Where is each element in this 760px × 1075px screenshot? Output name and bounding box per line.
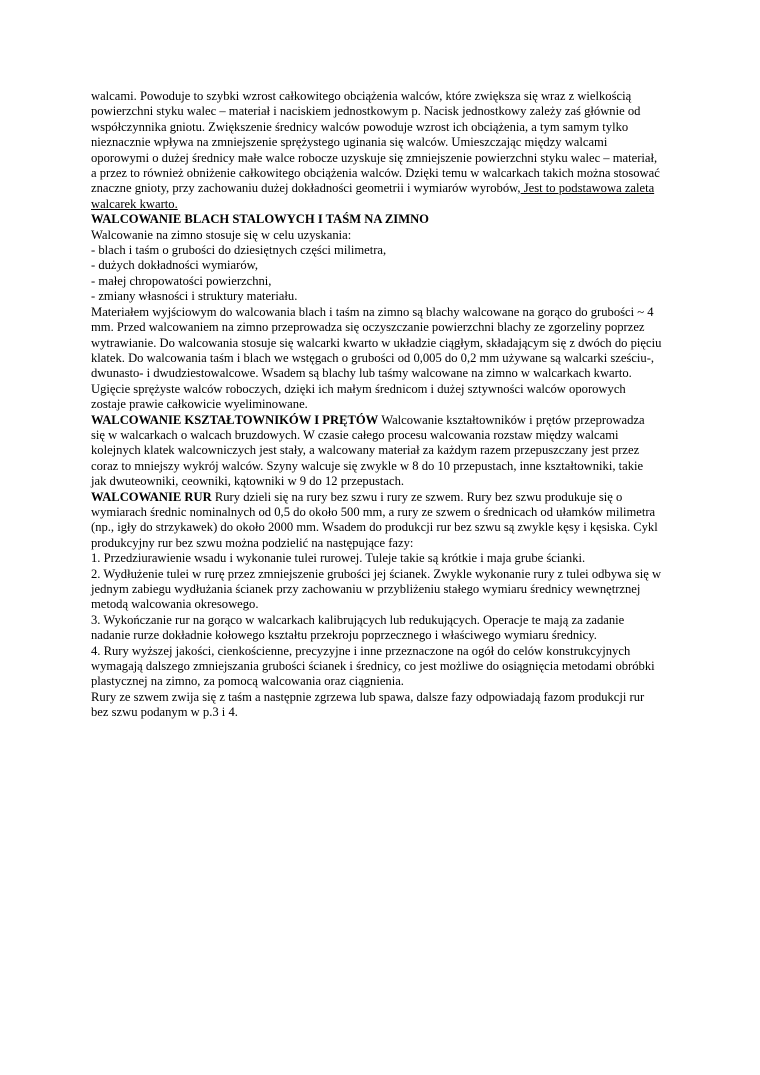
- list-item: - blach i taśm o grubości do dziesiętnych części milimetra,: [91, 243, 387, 258]
- section-heading-sheets: WALCOWANIE BLACH STALOWYCH I TAŚM NA ZIMNO: [91, 212, 429, 227]
- text-line: metodą walcowania okresowego.: [91, 597, 259, 612]
- section-heading-pipes: WALCOWANIE RUR: [91, 489, 212, 504]
- text-segment: znaczne gnioty, przy zachowaniu dużej dokładności geometrii i wymiarów wyrobów,: [91, 181, 521, 196]
- list-item: 2. Wydłużenie tulei w rurę przez zmniejszenie grubości jej ścianek. Zwykle wykonanie rury z tulei odbywa się w: [91, 566, 662, 581]
- text-line: [91, 413, 681, 428]
- text-segment: Walcowanie kształtowników i prętów przeprowadza: [378, 412, 645, 427]
- text-line: wytrawianie. Do walcowania stosuje się walcarki kwarto w układzie ciągłym, składającym się z dwóch do pięciu: [91, 335, 662, 350]
- text-line: kolejnych klatek walcowniczych jest stały, a walcowany materiał za każdym razem przepuszczany jest przez: [91, 443, 640, 458]
- text-line: wymagają dalszego zmniejszania grubości ścianek i średnicy, co jest możliwe do osiągnięcia metodami obróbki: [91, 659, 655, 674]
- text-line: oporowymi o dużej średnicy małe walce robocze uzyskuje się zmniejszenie powierzchni styku walec – materiał,: [91, 150, 658, 165]
- underlined-text: Jest to podstawowa zaleta: [520, 181, 655, 196]
- underlined-text: walcarek kwarto.: [91, 196, 178, 211]
- text-line: [91, 490, 681, 505]
- text-line: a przez to również obniżenie całkowitego obciążenia walców. Dzięki temu w walcarkach takich można stosować: [91, 166, 660, 181]
- text-line: klatek. Do walcowania taśm i blach we wstęgach o grubości od 0,005 do 0,2 mm używane są walcarki sześciu-,: [91, 350, 655, 365]
- text-line: mm. Przed walcowaniem na zimno przeprowadza się oczyszczanie powierzchni blachy ze zgorzeliny poprzez: [91, 320, 645, 335]
- text-line: jak dwuteowniki, ceowniki, kątowniki w 9 do 12 przepustach.: [91, 474, 405, 489]
- section-heading-profiles: WALCOWANIE KSZTAŁTOWNIKÓW I PRĘTÓW: [91, 412, 379, 427]
- text-line: walcami. Powoduje to szybki wzrost całkowitego obciążenia walców, które zwiększa się wraz z wielkością: [91, 89, 632, 103]
- section-sheets-body: [91, 228, 681, 413]
- text-line: się w walcarkach o walcach bruzdowych. W czasie całego procesu walcowania rozstaw między walcami: [91, 427, 619, 442]
- text-segment: Rury dzieli się na rury bez szwu i rury ze szwem. Rury bez szwu produkuje się o: [211, 489, 623, 504]
- list-item: 4. Rury wyższej jakości, cienkościenne, precyzyjne i inne przeznaczone na ogół do celów konstrukcyjnych: [91, 643, 631, 658]
- text-line: zostaje prawie całkowicie wyeliminowane.: [91, 397, 308, 412]
- text-line: nieznacznie wpływa na zmniejszenie sprężystego uginania się walców. Umieszczając między walcami: [91, 135, 608, 150]
- text-line: Ugięcie sprężyste walców roboczych, dzięki ich małym średnicom i dużej sztywności walców oporowych: [91, 381, 626, 396]
- text-line: bez szwu podanym w p.3 i 4.: [91, 705, 238, 720]
- list-item: - dużych dokładności wymiarów,: [91, 258, 259, 273]
- text-line: powierzchni styku walec – materiał i naciskiem jednostkowym p. Nacisk jednostkowy zależy zaś głównie od: [91, 104, 641, 119]
- text-line: coraz to mniejszy wykrój walców. Szyny walcuje się zwykle w 8 do 10 przepustach, inne kształtowniki, takie: [91, 458, 644, 473]
- text-line: współczynnika gniotu. Zwiększenie średnicy walców powoduje wzrost ich obciążenia, a tym samym tylko: [91, 119, 629, 134]
- text-line: wymiarach średnic nominalnych od 0,5 do około 500 mm, a rury ze szwem o średnicach od ułamków milimetra: [91, 504, 656, 519]
- text-line: nadanie rurze dokładnie kołowego kształtu przekroju poprzecznego i właściwego wymiaru średnicy.: [91, 628, 597, 643]
- text-line: plastycznej na zimno, za pomocą walcowania oraz ciągnienia.: [91, 674, 404, 689]
- document-page: [91, 89, 681, 721]
- list-item: - małej chropowatości powierzchni,: [91, 273, 272, 288]
- text-line: produkcyjny rur bez szwu można podzielić na następujące fazy:: [91, 535, 414, 550]
- text-line: Rury ze szwem zwija się z taśm a następnie zgrzewa lub spawa, dalsze fazy odpowiadają fazom produkcji rur: [91, 689, 645, 704]
- text-line: Materiałem wyjściowym do walcowania blach i taśm na zimno są blachy walcowane na gorąco do grubości ~ 4: [91, 304, 654, 319]
- text-line: jednym zabiegu wydłużania ścianek przy zachowaniu w przybliżeniu stałego wymiaru średnicy wewnętrznej: [91, 582, 641, 596]
- text-line: dwunasto- i dwudziestowalcowe. Wsadem są blachy lub taśmy walcowane na zimno w walcarkach kwarto.: [91, 366, 632, 381]
- paragraph-rolling-load: [91, 89, 681, 212]
- text-line: Walcowanie na zimno stosuje się w celu uzyskania:: [91, 227, 352, 242]
- section-profiles: [91, 413, 681, 490]
- text-line: [91, 181, 681, 196]
- section-pipes: [91, 490, 681, 721]
- list-item: - zmiany własności i struktury materiału.: [91, 289, 298, 304]
- text-line: (np., igły do strzykawek) do około 2000 mm. Wsadem do produkcji rur bez szwu są zwykle kęsy i kęsiska. Cykl: [91, 520, 658, 535]
- list-item: 3. Wykończanie rur na gorąco w walcarkach kalibrujących lub redukujących. Operacje te mają za zadanie: [91, 612, 625, 627]
- list-item: 1. Przedziurawienie wsadu i wykonanie tulei rurowej. Tuleje takie są krótkie i maja grube ścianki.: [91, 551, 586, 566]
